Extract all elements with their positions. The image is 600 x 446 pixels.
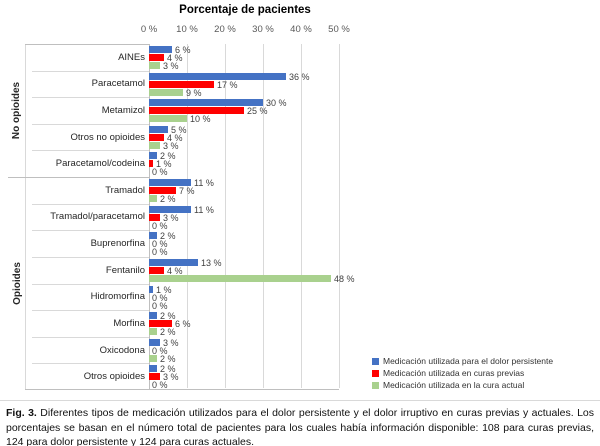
bar-value-label: 6 % — [175, 318, 191, 329]
bar-value-label: 36 % — [289, 71, 310, 82]
category-label: AINEs — [118, 51, 145, 63]
legend-item — [372, 368, 553, 378]
gridline — [301, 44, 302, 388]
chart-legend — [372, 356, 553, 392]
gridline — [339, 44, 340, 388]
bar — [149, 267, 164, 274]
bar — [149, 54, 164, 61]
bar — [149, 355, 157, 362]
x-axis-tick-label: 10 % — [176, 24, 198, 35]
legend-swatch — [372, 382, 379, 389]
bar-value-label: 4 % — [167, 52, 183, 63]
bar-value-label: 0 % — [152, 246, 168, 257]
x-axis-tick-label: 0 % — [140, 24, 158, 35]
bar — [149, 62, 160, 69]
chart-title: Porcentaje de pacientes — [179, 4, 311, 16]
bar — [149, 365, 157, 372]
bar-value-label: 0 % — [152, 379, 168, 390]
bar-value-label: 7 % — [179, 185, 195, 196]
legend-label: Medicación utilizada en la cura actual — [383, 380, 525, 390]
legend-label: Medicación utilizada en curas previas — [383, 368, 525, 378]
category-label: Morfina — [113, 317, 145, 329]
bar-value-label: 6 % — [175, 44, 191, 55]
category-label: Oxicodona — [99, 344, 145, 356]
bar-value-label: 0 % — [152, 238, 168, 249]
bar-value-label: 3 % — [163, 140, 179, 151]
bar — [149, 134, 164, 141]
bar-value-label: 0 % — [152, 300, 168, 311]
caption-fig-label: Fig. 3. — [6, 407, 37, 419]
bar-value-label: 3 % — [163, 371, 179, 382]
bar-value-label: 3 % — [163, 337, 179, 348]
bar-value-label: 30 % — [266, 97, 287, 108]
category-label: Tramadol — [105, 184, 145, 196]
bar — [149, 126, 168, 133]
bar-value-label: 0 % — [152, 166, 168, 177]
bar — [149, 328, 157, 335]
category-label: Otros no opioides — [70, 131, 145, 143]
group-axis-label-text: No opioides — [11, 81, 23, 140]
legend-item — [372, 380, 553, 390]
bar-value-label: 2 % — [160, 193, 176, 204]
bar — [149, 115, 187, 122]
bar-value-label: 2 % — [160, 326, 176, 337]
category-label: Paracetamol — [91, 78, 145, 90]
category-label: Buprenorfina — [90, 238, 145, 250]
bar-value-label: 2 % — [160, 363, 176, 374]
bar-value-label: 5 % — [171, 124, 187, 135]
bar-value-label: 2 % — [160, 230, 176, 241]
bar-value-label: 25 % — [247, 105, 268, 116]
bar-value-label: 4 % — [167, 265, 183, 276]
legend-swatch — [372, 370, 379, 377]
category-label: Fentanilo — [105, 264, 145, 276]
bar-value-label: 10 % — [190, 113, 211, 124]
category-label: Tramadol/paracetamol — [50, 211, 145, 223]
bar-value-label: 2 % — [160, 310, 176, 321]
bar — [149, 99, 263, 106]
category-label: Hidromorfina — [90, 291, 145, 303]
caption-text: Diferentes tipos de medicación utilizados para el dolor persistente y el dolor irruptivo en curas previas y actuales. Los porcentajes se basan en el número total de pacientes para los cuales había información disponible: 108 para curas previas, 124 para dolor persistente y 124 para curas actuales. — [6, 407, 595, 446]
bar-value-label: 0 % — [152, 220, 168, 231]
bar-value-label: 9 % — [186, 87, 202, 98]
x-axis-tick-label: 20 % — [214, 24, 236, 35]
legend-label: Medicación utilizada para el dolor persistente — [383, 356, 554, 366]
bar-value-label: 13 % — [201, 257, 222, 268]
category-label: Paracetamol/codeina — [55, 158, 145, 170]
legend-swatch — [372, 358, 379, 365]
bar — [149, 89, 183, 96]
bar-value-label: 2 % — [160, 353, 176, 364]
bar-value-label: 2 % — [160, 150, 176, 161]
bar — [149, 312, 157, 319]
bar-value-label: 4 % — [167, 132, 183, 143]
x-axis-tick-label: 50 % — [328, 24, 350, 35]
group-axis-label — [6, 177, 28, 390]
category-label: Otros opioides — [83, 371, 145, 383]
group-axis-label — [6, 44, 28, 177]
bar — [149, 81, 214, 88]
bar-value-label: 1 % — [156, 284, 172, 295]
figure-caption — [0, 400, 600, 446]
gridline — [225, 44, 226, 388]
bar — [149, 275, 331, 282]
bar — [149, 195, 157, 202]
category-label: Metamizol — [101, 105, 145, 117]
bar-value-label: 3 % — [163, 212, 179, 223]
group-axis-label-text: Opioides — [11, 262, 23, 305]
gridline — [263, 44, 264, 388]
x-axis-tick-label: 30 % — [252, 24, 274, 35]
bar-value-label: 11 % — [194, 177, 214, 188]
x-axis-tick-label: 40 % — [290, 24, 312, 35]
bar-value-label: 48 % — [334, 273, 355, 284]
bar-value-label: 3 % — [163, 60, 179, 71]
bar-value-label: 17 % — [217, 79, 238, 90]
legend-item — [372, 356, 553, 366]
bar-value-label: 1 % — [156, 158, 172, 169]
bar-value-label: 0 % — [152, 345, 168, 356]
bar-value-label: 0 % — [152, 292, 168, 303]
bar — [149, 142, 160, 149]
bar-value-label: 11 % — [194, 204, 214, 215]
